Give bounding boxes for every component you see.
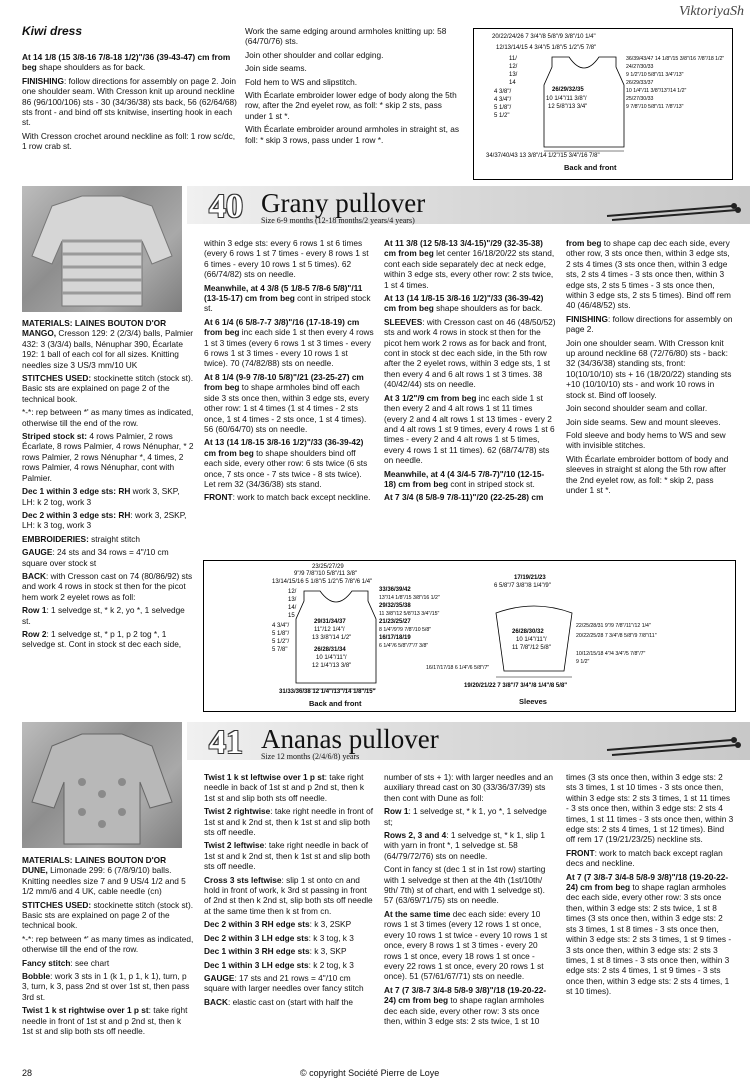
grany-dim-sr3: 10/12/15/18 4"/4 3/4"/5 7/8"/7" <box>576 651 646 657</box>
ananas-col2 <box>204 772 374 1010</box>
paragraph-heading: EMBROIDERIES: <box>22 533 89 544</box>
grany-photo <box>22 186 182 312</box>
ananas-col1 <box>22 855 194 1040</box>
paragraph-text: : take right needle in front of 1st st and k 2nd st, then k 1st st and slip both sts off needle. <box>204 806 374 838</box>
paragraph <box>384 830 556 861</box>
kiwi-dim-right4: 26/29/33/37 <box>626 80 654 86</box>
paragraph-text: With Écarlate embroider around armholes in straight st, as foll: * skip 3 rows, pass under 1 row *. <box>245 124 459 145</box>
paragraph-text: *-*: rep between *' as many times as indicated, otherwise till the end of the row. <box>22 933 194 955</box>
grany-dim-s2: 6 5/8"/7 3/8"/8 1/4"/9" <box>494 583 551 589</box>
paragraph-text: times (3 sts once then, within 3 edge sts: 2 sts 3 times, 1 st 10 times - 3 sts once then, within 3 edge sts: 2 sts 3 times, 1 st 11 times - 3 sts once then, within 3 edge sts: 2 sts 4 times, 1 st 11 times - 3 sts once then, within 3 edge sts: 2 sts 4 times, 1 st 12 times). Bind off rem 17 (19/21/23/25) neckline sts. <box>566 772 734 845</box>
paragraph <box>566 872 734 997</box>
kiwi-dim-neck: 12/13/14/15 4 3/4"/5 1/8"/5 1/2"/5 7/8" <box>496 45 597 51</box>
paragraph-heading: At 8 1/4 (9-9 7/8-10 5/8)"/21 (23-25-27) cm from beg <box>204 371 364 393</box>
grany-number: 40 <box>209 188 243 225</box>
grany-dim-l6: 5 1/8"/ <box>272 631 290 637</box>
paragraph <box>22 510 194 531</box>
ananas-col4 <box>566 772 734 1000</box>
kiwi-dim-left8: 5 1/2" <box>494 113 510 119</box>
paragraph-heading: Meanwhile, at 4 3/8 (5 1/8-5 7/8-6 5/8)"/11 (13-15-17) cm from beg <box>204 282 363 304</box>
grany-sweater-image <box>22 186 182 312</box>
paragraph-heading: At 3 1/2"/9 cm from beg <box>384 392 477 403</box>
paragraph-text: : slip 1 st onto cn and hold in front of work, k 3rd st passing in front of 2nd st then k 2nd st, slip both sts off needle at the same time then k st from cn. <box>204 874 373 916</box>
watermark-logo: ViktoriyaSh <box>678 4 744 19</box>
paragraph <box>384 492 556 502</box>
grany-dim-r2: 13"/14 1/8"/15 3/8"/16 1/2" <box>379 595 440 601</box>
grany-dim-s3: 26/28/30/32 <box>512 629 544 635</box>
paragraph-text: : k 2 tog, k 3 <box>308 959 354 970</box>
kiwi-diagram <box>473 28 733 180</box>
kiwi-col2 <box>245 26 465 148</box>
paragraph-heading: Dec 1 within 3 RH edge sts <box>204 946 310 957</box>
paragraph <box>384 469 556 490</box>
paragraph-heading: SLEEVES <box>384 316 423 327</box>
grany-diagram <box>203 560 736 712</box>
paragraph-text: to shape raglan armholes dec each side, every other row: 3 sts once then, within 3 edge sts: 2 sts twice, 1 st 10 <box>384 995 545 1026</box>
paragraph-text: inc each side 1 st then every 2 and 4 alt rows 1 st 11 times (every 2 and 4 alt rows 1 st 13 times - every 2 and 4 alt rows 1 st 9 times, every 4 rows 1 st 6 times - every 2 and 4 alt rows 1 st 5 times, every 4 rows 1 st 11 times). 62 (68/74/78) sts on needle. <box>384 392 555 466</box>
paragraph-text: work 3, SKP, LH: k 2 tog, work 3 <box>22 486 180 507</box>
grany-col4 <box>566 238 734 498</box>
paragraph <box>22 131 237 152</box>
ananas-subtitle: Size 12 months (2/4/6/8) years <box>261 752 360 761</box>
paragraph <box>204 960 374 970</box>
kiwi-dim-right3: 9 1/2"/10 5/8"/11 3/4"/13" <box>626 72 684 78</box>
paragraph <box>384 909 556 982</box>
paragraph-heading: FINISHING <box>22 75 64 86</box>
grany-dim-s5: 11 7/8"/12 5/8" <box>512 645 551 651</box>
paragraph-text: *-*: rep between *' as many times as indicated, otherwise till the end of the row. <box>22 407 194 428</box>
paragraph-heading: At the same time <box>384 908 451 919</box>
kiwi-dim-left7: 5 1/8"/ <box>494 105 512 111</box>
paragraph <box>566 238 734 311</box>
kiwi-title: Kiwi dress <box>22 24 83 38</box>
paragraph-text: Join second shoulder seam and collar. <box>566 403 708 414</box>
grany-dim-l4: 15 <box>288 613 295 619</box>
grany-dim-sr4: 9 1/2" <box>576 659 590 665</box>
grany-dim-l8: 5 7/8" <box>272 647 288 653</box>
paragraph <box>245 77 465 87</box>
paragraph-heading: At 7 3/4 (8 5/8-9 7/8-11)"/20 (22-25-28) cm <box>384 492 544 503</box>
paragraph <box>566 772 734 845</box>
paragraph <box>566 403 734 413</box>
grany-dim-m6: 12 1/4"/13 3/8" <box>312 663 352 669</box>
paragraph-text: : see chart <box>70 957 110 968</box>
paragraph-text: Limonade 299: 6 (7/8/9/10) balls. Knitting needles size 7 and 9 US/4 1/2 and 5 1/2 mm/6 and 4 UK, cable needle (cn) <box>22 865 186 897</box>
knitting-needles-icon <box>602 186 742 224</box>
ananas-photo <box>22 722 182 848</box>
grany-dim-t1: 23/25/27/29 <box>312 564 344 570</box>
paragraph-heading: Twist 1 k st leftwise over 1 p st <box>204 772 325 782</box>
grany-dim-bottom: 31/33/36/38 12 1/4"/13"/14 1/8"/15" <box>279 689 376 695</box>
grany-dim-s1: 17/19/21/23 <box>514 575 546 581</box>
paragraph <box>22 52 237 73</box>
paragraph <box>384 985 556 1027</box>
grany-dim-sleeve-left: 16/17/17/18 6 1/4"/6 5/8"/7" <box>426 665 490 671</box>
paragraph <box>22 855 194 897</box>
paragraph-heading: Cross 3 sts leftwise <box>204 874 282 885</box>
paragraph-text: stockinette stitch (stock st). Basic sts are explained on page 2 of the technical book. <box>22 899 194 931</box>
paragraph <box>566 417 734 427</box>
paragraph <box>22 629 194 650</box>
paragraph <box>22 534 194 544</box>
paragraph <box>204 973 374 994</box>
paragraph-heading: Row 1 <box>22 605 47 616</box>
paragraph <box>384 238 556 290</box>
paragraph <box>22 373 194 404</box>
grany-dim-sleeve-bottom: 19/20/21/22 7 3/8"/7 3/4"/8 1/4"/8 5/8" <box>464 683 568 689</box>
grany-col1 <box>22 318 194 653</box>
paragraph <box>566 430 734 451</box>
paragraph-text: stockinette stitch (stock st). Basic sts are explained on page 2 of the technical book. <box>22 373 194 404</box>
grany-dim-r5: 21/23/25/27 <box>379 619 411 625</box>
grany-dim-sr1: 22/25/28/31 9"/9 7/8"/11"/12 1/4" <box>576 623 651 629</box>
paragraph-text: Join other shoulder and collar edging. <box>245 49 384 60</box>
paragraph-text: : elastic cast on (start with half the <box>227 996 353 1007</box>
paragraph <box>22 76 237 128</box>
paragraph-text: cont in striped stock st. <box>448 478 535 489</box>
kiwi-dim-right6: 25/27/30/33 <box>626 96 654 102</box>
paragraph-text: : work to match back except neckline. <box>232 492 371 503</box>
paragraph-text: : take right needle in front of 1st st and p 2nd st, then k 1st st and slip both sts off needle. <box>22 1005 188 1037</box>
paragraph-text: : take right needle in back of 1st st and k 2nd st, then k 1st st and slip both sts off needle. <box>204 840 371 872</box>
paragraph-text: Join side seams. <box>245 63 307 74</box>
paragraph-text: : 1 selvedge st, * k 2, yo *, 1 selvedge st. <box>22 605 185 626</box>
paragraph <box>204 317 374 369</box>
grany-subtitle: Size 6-9 months (12-18 months/2 years/4 years) <box>261 216 415 225</box>
paragraph-text: : 1 selvedge st, * k 1, yo *, 1 selvedge st; <box>384 806 547 827</box>
paragraph <box>22 486 194 507</box>
grany-dim-sr2: 20/22/25/28 7 3/4"/8 5/8"/9 7/8"/11" <box>576 633 657 639</box>
paragraph-heading: Striped stock st: <box>22 431 88 442</box>
paragraph <box>22 431 194 483</box>
paragraph-heading: GAUGE <box>22 547 53 558</box>
paragraph <box>245 124 465 145</box>
paragraph-heading: Meanwhile, at 4 (4 3/4-5 7/8-7)"/10 (12-15-18) cm from beg <box>384 468 545 489</box>
paragraph-heading: At 14 1/8 (15 3/8-16 7/8-18 1/2)"/36 (39-43-47) cm from beg <box>22 52 231 73</box>
kiwi-dim-right7: 9 7/8"/10 5/8"/11 7/8"/13" <box>626 104 684 110</box>
paragraph-heading: MATERIALS: LAINES BOUTON D'OR DUNE, <box>22 855 167 876</box>
paragraph-heading: BACK <box>204 996 228 1007</box>
paragraph-text: Work the same edging around armholes knitting up: 58 (64/70/76) sts. <box>245 26 447 47</box>
paragraph-text: let center 16/18/20/22 sts stand, cont each side separately dec at neck edge, within 3 edge sts, every other row: 2 sts twice, 1 st 4 times. <box>384 248 555 290</box>
paragraph <box>245 26 465 47</box>
paragraph <box>566 338 734 400</box>
kiwi-dim-right2: 24/27/30/33 <box>626 64 654 70</box>
paragraph <box>204 840 374 871</box>
paragraph-text: to shape raglan armholes dec each side, every other row: 3 sts once then, within 3 edge sts: 2 sts twice, 1 st 8 times (3 sts once then, within 3 edge sts: 2 sts 3 times, 1 st 8 times - 3 sts once then, within 3 edge sts: 2 sts 3 times, 1 st 9 times - 3 sts once then, within 3 edge sts: 2 sts 3 times, 1 st 8 times - 3 sts once then, within 3 edge sts: 2 sts 4 times, 1 st 9 times - 3 sts once then, within 3 edge sts: 2 sts 4 times, 1 st 10 times). <box>566 882 732 997</box>
grany-col3 <box>384 238 556 506</box>
paragraph <box>566 454 734 496</box>
paragraph <box>204 372 374 434</box>
paragraph-heading: Twist 2 leftwise <box>204 840 265 851</box>
grany-dim-l2: 13/ <box>288 597 297 603</box>
ananas-banner <box>187 722 750 760</box>
paragraph <box>245 90 465 121</box>
paragraph <box>204 946 374 956</box>
paragraph-text: : k 3, 2SKP <box>309 919 352 930</box>
paragraph-text: : k 3 tog, k 3 <box>308 932 354 943</box>
grany-dim-l7: 5 1/2"/ <box>272 639 290 645</box>
paragraph <box>204 933 374 943</box>
paragraph-text: to shape shoulders bind off each side, every other row: 6 sts twice (6 sts once, 7 sts once - 7 sts twice - 8 sts twice). Let rem 32 (34/36/38) sts stand. <box>204 447 368 489</box>
paragraph <box>204 806 374 837</box>
kiwi-dim-mid1: 26/29/32/35 <box>552 87 584 93</box>
paragraph-heading: Bobble <box>22 971 51 982</box>
paragraph <box>22 971 194 1002</box>
paragraph-heading: At 11 3/8 (12 5/8-13 3/4-15)"/29 (32-35-38) cm from beg <box>384 238 543 259</box>
paragraph-heading: FRONT <box>204 492 233 503</box>
paragraph <box>22 407 194 428</box>
ananas-number: 41 <box>209 724 243 761</box>
paragraph-heading: At 13 (14 1/8-15 3/8-16 1/2)"/33 (36-39-42) cm from beg <box>384 293 544 314</box>
grany-dim-t2: 9"/9 7/8"/10 5/8"/11 3/8" <box>294 571 358 577</box>
paragraph <box>384 772 556 803</box>
paragraph-text: inc each side 1 st then every 4 rows 1 st 3 times (every 6 rows 1 st 3 times - every 6 rows 1 st 3 times - every 10 rows 1 st twice). 70 (74/82/88) sts on needle. <box>204 327 374 369</box>
paragraph-heading: Row 2 <box>22 628 47 639</box>
paragraph-heading: At 13 (14 1/8-15 3/8-16 1/2)"/33 (36-39-42) cm from beg <box>204 437 364 458</box>
kiwi-dim-mid2: 10 1/4"/11 3/8"/ <box>546 96 587 102</box>
paragraph-heading: Rows 2, 3 and 4 <box>384 830 447 841</box>
kiwi-dim-right5: 10 1/4"/11 3/8"/13"/14 1/2" <box>626 88 687 94</box>
grany-dim-m4: 26/28/31/34 <box>314 647 346 653</box>
grany-title: Grany pullover <box>261 188 426 218</box>
paragraph-text: Join one shoulder seam. With Cresson knit up around neckline 68 (72/76/80) sts - back: 32 (34/36/38) standing sts, front: 10(10/10/10) sts + 16 (18/20/22) standing sts +10 (10/10/10) sts - and work 10 rows in stock st. Bind off loosely. <box>566 337 732 400</box>
paragraph-text: dec each side: every 10 rows 1 st 3 times (every 12 rows 1 st once, every 10 rows 1 st twice - every 10 rows 1 st once, every 8 rows 1 st 3 times - every 20 rows 1 st once, every 18 rows 1 st once - every 22 rows 1 st once, every 20 rows 1 st once). 51 (57/61/67/71) sts on needle. <box>384 908 548 982</box>
grany-col2 <box>204 238 374 506</box>
kiwi-dim-right1: 36/39/43/47 14 1/8"/15 3/8"/16 7/8"/18 1/2" <box>626 56 725 62</box>
paragraph-text: Cont in fancy st (dec 1 st in 1st row) starting with 1 selvedge st then at the 4th (1st/10th/ 9th/ 7th) st of chart, end with 1 selvedge st). 57 (63/69/71/75) sts on needle. <box>384 864 546 906</box>
paragraph <box>204 875 374 917</box>
paragraph <box>204 919 374 929</box>
paragraph <box>204 997 374 1007</box>
paragraph-heading: GAUGE <box>204 972 235 983</box>
ananas-title: Ananas pullover <box>261 724 439 754</box>
grany-diagram-caption-sleeves: Sleeves <box>519 697 547 706</box>
paragraph <box>22 934 194 955</box>
paragraph-text: With Écarlate embroider bottom of body and sleeves in straight st along the 5th row after the 2nd eyelet row, as foll: * skip 2, pass under 1 st *. <box>566 453 729 495</box>
kiwi-dim-left6: 4 3/4"/ <box>494 97 512 103</box>
paragraph-text: : follow directions for assembly on page 2. <box>566 313 733 335</box>
kiwi-dim-mid3: 12 5/8"/13 3/4" <box>548 104 588 110</box>
paragraph-text: Cresson 129: 2 (2/3/4) balls, Palmier 432: 3 (3/3/4) balls, Nénuphar 390, Écarlate 192: 1 ball of each col for all sizes. Knitting needles size 3 US/3 mm/10 UK <box>22 328 194 370</box>
paragraph <box>384 864 556 906</box>
grany-diagram-caption-body: Back and front <box>309 699 362 708</box>
grany-dim-r3: 29/32/35/38 <box>379 603 411 609</box>
paragraph <box>384 317 556 390</box>
paragraph-text: : 17 sts and 21 rows = 4"/10 cm square with larger needles over fancy stitch <box>204 972 364 994</box>
grany-dim-t3: 13/14/15/16 5 1/8"/5 1/2"/5 7/8"/6 1/4" <box>272 579 373 585</box>
paragraph-text: : 1 selvedge st, * k 1, slip 1 with yarn in front *, 1 selvedge st. 58 (64/79/72/76) sts on needle. <box>384 830 545 861</box>
page-number: 28 <box>22 1068 33 1078</box>
paragraph <box>204 772 374 803</box>
paragraph <box>384 393 556 466</box>
paragraph-heading: STITCHES USED: <box>22 899 92 910</box>
kiwi-dim-left5: 4 3/8"/ <box>494 89 512 95</box>
paragraph-text: straight stitch <box>88 533 141 544</box>
paragraph-text: : k 3, SKP <box>309 946 347 957</box>
paragraph-heading: Dec 1 within 3 edge sts: RH <box>22 486 131 497</box>
grany-dim-l3: 14/ <box>288 605 297 611</box>
paragraph-heading: Dec 2 within 3 edge sts: RH <box>22 509 131 520</box>
paragraph-heading: Fancy stitch <box>22 957 71 968</box>
paragraph <box>204 238 374 280</box>
paragraph-text: 4 rows Palmier, 2 rows Écarlate, 8 rows Palmier, 4 rows Nénuphar, * 2 rows Palmier, 2 rows Nénuphar *, 4 times, 2 rows Palmier, 4 rows Nénuphar, cont with Palmier. <box>22 431 194 483</box>
grany-dim-r6: 8 1/4"/9"/9 7/8"/10 5/8" <box>379 627 432 633</box>
paragraph-heading: STITCHES USED: <box>22 373 92 384</box>
paragraph-text: : work 3 sts in 1 (k 1, p 1, k 1), turn, p 3, turn, k 3, pass 2nd st over 1st st, then pass 3rd st. <box>22 971 190 1002</box>
paragraph <box>245 50 465 60</box>
paragraph-text: : with Cresson cast on 74 (80/86/92) sts and work 4 rows in stock st then for the picot hem work 2 eyelet rows as foll: <box>22 570 193 602</box>
paragraph <box>22 1005 194 1036</box>
grany-dim-m3: 13 3/8"/14 1/2" <box>312 635 352 641</box>
paragraph <box>566 848 734 869</box>
paragraph-text: Join side seams. Sew and mount sleeves. <box>566 416 721 427</box>
paragraph <box>22 318 194 370</box>
paragraph-text: : 1 selvedge st, * p 1, p 2 tog *, 1 selvedge st. Cont in stock st dec each side, <box>22 628 182 650</box>
ananas-sweater-image <box>22 722 182 848</box>
paragraph <box>22 605 194 626</box>
paragraph <box>204 437 374 489</box>
paragraph <box>22 547 194 568</box>
grany-dim-r7: 16/17/18/19 <box>379 635 411 641</box>
kiwi-dim-left4: 14 <box>509 80 516 86</box>
paragraph-heading: from beg <box>566 238 602 248</box>
paragraph-text: With Écarlate embroider lower edge of body along the 5th row, after the 2nd eyelet row, as foll: * skip 2 sts, pass under 1 st *. <box>245 90 457 121</box>
grany-dim-m2: 11"/12 1/4"/ <box>314 627 345 633</box>
paragraph-heading: Twist 2 rightwise <box>204 806 271 817</box>
paragraph <box>384 806 556 827</box>
paragraph-text: : take right needle in back of 1st st and p 2nd st, then k 1st st and slip both sts off needle. <box>204 772 365 803</box>
paragraph-text: With Cresson crochet around neckline as foll: 1 row sc/dc, 1 row crab st. <box>22 130 236 152</box>
paragraph <box>566 314 734 335</box>
paragraph <box>204 492 374 502</box>
paragraph-text: to shape cap dec each side, every other row, 3 sts once then, within 3 edge sts, 2 sts 4 times (3 sts once then, within 3 edge sts, 2 sts 4 times - 3 sts once then, within 3 edge sts, 2 sts 5 times - 3 sts once then, within 3 edge sts, 2 sts 5 times). Bind off rem 40 (46/48/52) sts. <box>566 238 731 311</box>
paragraph-heading: At 7 (7 3/8-7 3/4-8 5/8-9 3/8)"/18 (19-20-22-24) cm from beg <box>566 871 729 893</box>
paragraph-heading: MATERIALS: LAINES BOUTON D'OR MANGO, <box>22 318 167 339</box>
paragraph <box>204 283 374 314</box>
paragraph-heading: FRONT <box>566 847 595 858</box>
paragraph-heading: Row 1 <box>384 806 409 817</box>
paragraph-text: : work 3, 2SKP, LH: k 3 tog, work 3 <box>22 509 187 531</box>
paragraph-text: shape shoulders as for back. <box>36 62 146 73</box>
knitting-needles-icon <box>602 722 742 760</box>
kiwi-dim-bottom: 34/37/40/43 13 3/8"/14 1/2"/15 3/4"/16 7/8" <box>486 153 600 159</box>
paragraph <box>22 958 194 968</box>
grany-banner <box>187 186 750 224</box>
grany-dim-r8: 6 1/4"/6 5/8"/7"/7 3/8" <box>379 643 429 649</box>
paragraph <box>22 900 194 931</box>
paragraph-heading: Dec 2 within 3 LH edge sts <box>204 932 309 943</box>
paragraph-heading: At 6 1/4 (6 5/8-7-7 3/8)"/16 (17-18-19) cm from beg <box>204 316 360 338</box>
grany-dim-s4: 10 1/4"/11"/ <box>516 637 547 643</box>
paragraph-text: number of sts + 1): with larger needles and an auxiliary thread cast on 30 (33/36/37/39) sts then cont with Dune as foll: <box>384 772 554 803</box>
copyright: © copyright Société Pierre de Loye <box>300 1068 440 1078</box>
grany-dim-m5: 10 1/4"/11"/ <box>316 655 347 661</box>
paragraph-heading: At 7 (7 3/8-7 3/4-8 5/8-9 3/8)"/18 (19-20-22-24) cm from beg <box>384 984 547 1006</box>
paragraph-text: : work to match back except raglan decs and neckline. <box>566 847 723 869</box>
paragraph <box>384 293 556 314</box>
paragraph <box>245 63 465 73</box>
paragraph-text: : follow directions for assembly on page 2. Join one shoulder seam. With Cresson knit up around neckline 86 (96/100/106) sts - 30 (34/36/38) sts back, 56 (62/64/68) sts front - and bind off sts knitwise, inserting hook in each st. <box>22 75 237 128</box>
paragraph-heading: Dec 2 within 3 RH edge sts <box>204 919 310 930</box>
kiwi-col1 <box>22 52 237 155</box>
paragraph-text: : 24 sts and 34 rows = 4"/10 cm square over stock st <box>22 547 169 568</box>
paragraph-heading: Twist 1 k st rightwise over 1 p st <box>22 1005 149 1016</box>
kiwi-diagram-caption: Back and front <box>564 163 617 172</box>
paragraph <box>22 571 194 602</box>
grany-dim-r1: 33/36/39/42 <box>379 587 411 593</box>
kiwi-dim-left3: 13/ <box>509 72 518 78</box>
grany-dim-l5: 4 3/4"/ <box>272 623 290 629</box>
kiwi-dim-left2: 12/ <box>509 64 518 70</box>
paragraph-text: cont in striped stock st. <box>204 293 371 314</box>
paragraph-heading: BACK <box>22 570 46 581</box>
paragraph-text: shape shoulders as for back. <box>433 303 543 314</box>
paragraph-text: to shape armholes bind off each side 3 sts once then, within 3 edge sts, every other row: 1 st 4 times (1 st 4 times - 2 sts once, 1 st 4 times - 2 sts once, 1 st 4 times). 56 (60/64/70) sts on needle. <box>204 382 370 434</box>
paragraph-heading: FINISHING <box>566 313 608 324</box>
paragraph-text: : with Cresson cast on 46 (48/50/52) sts and work 4 rows in stock st then for the picot hem work 2 rows as for back and front, cont in stock st dec each side, in the 5th row after the 2 eyelet rows, within 3 edge sts, 1 st then every 4 and 6 alt rows 1 st 3 times. 38 (40/42/44) sts on needle. <box>384 316 556 390</box>
paragraph-text: Fold hem to WS and slipstitch. <box>245 76 358 87</box>
kiwi-dim-top: 20/22/24/26 7 3/4"/8 5/8"/9 3/8"/10 1/4" <box>492 34 596 40</box>
grany-dim-l1: 12/ <box>288 589 297 595</box>
ananas-col3 <box>384 772 556 1029</box>
grany-dim-r4: 11 3/8"/12 5/8"/13 3/4"/15" <box>379 611 440 617</box>
paragraph-text: within 3 edge sts: every 6 rows 1 st 6 times (every 6 rows 1 st 7 times - every 8 rows 1 st 6 times - every 10 rows 1 st 5 times). 62 (66/74/82) sts on needle. <box>204 238 369 280</box>
kiwi-dim-left1: 11/ <box>509 56 517 62</box>
paragraph-text: Fold sleeve and body hems to WS and sew with invisible stitches. <box>566 429 726 451</box>
grany-dim-m1: 29/31/34/37 <box>314 619 346 625</box>
paragraph-heading: Dec 1 within 3 LH edge sts <box>204 959 309 970</box>
